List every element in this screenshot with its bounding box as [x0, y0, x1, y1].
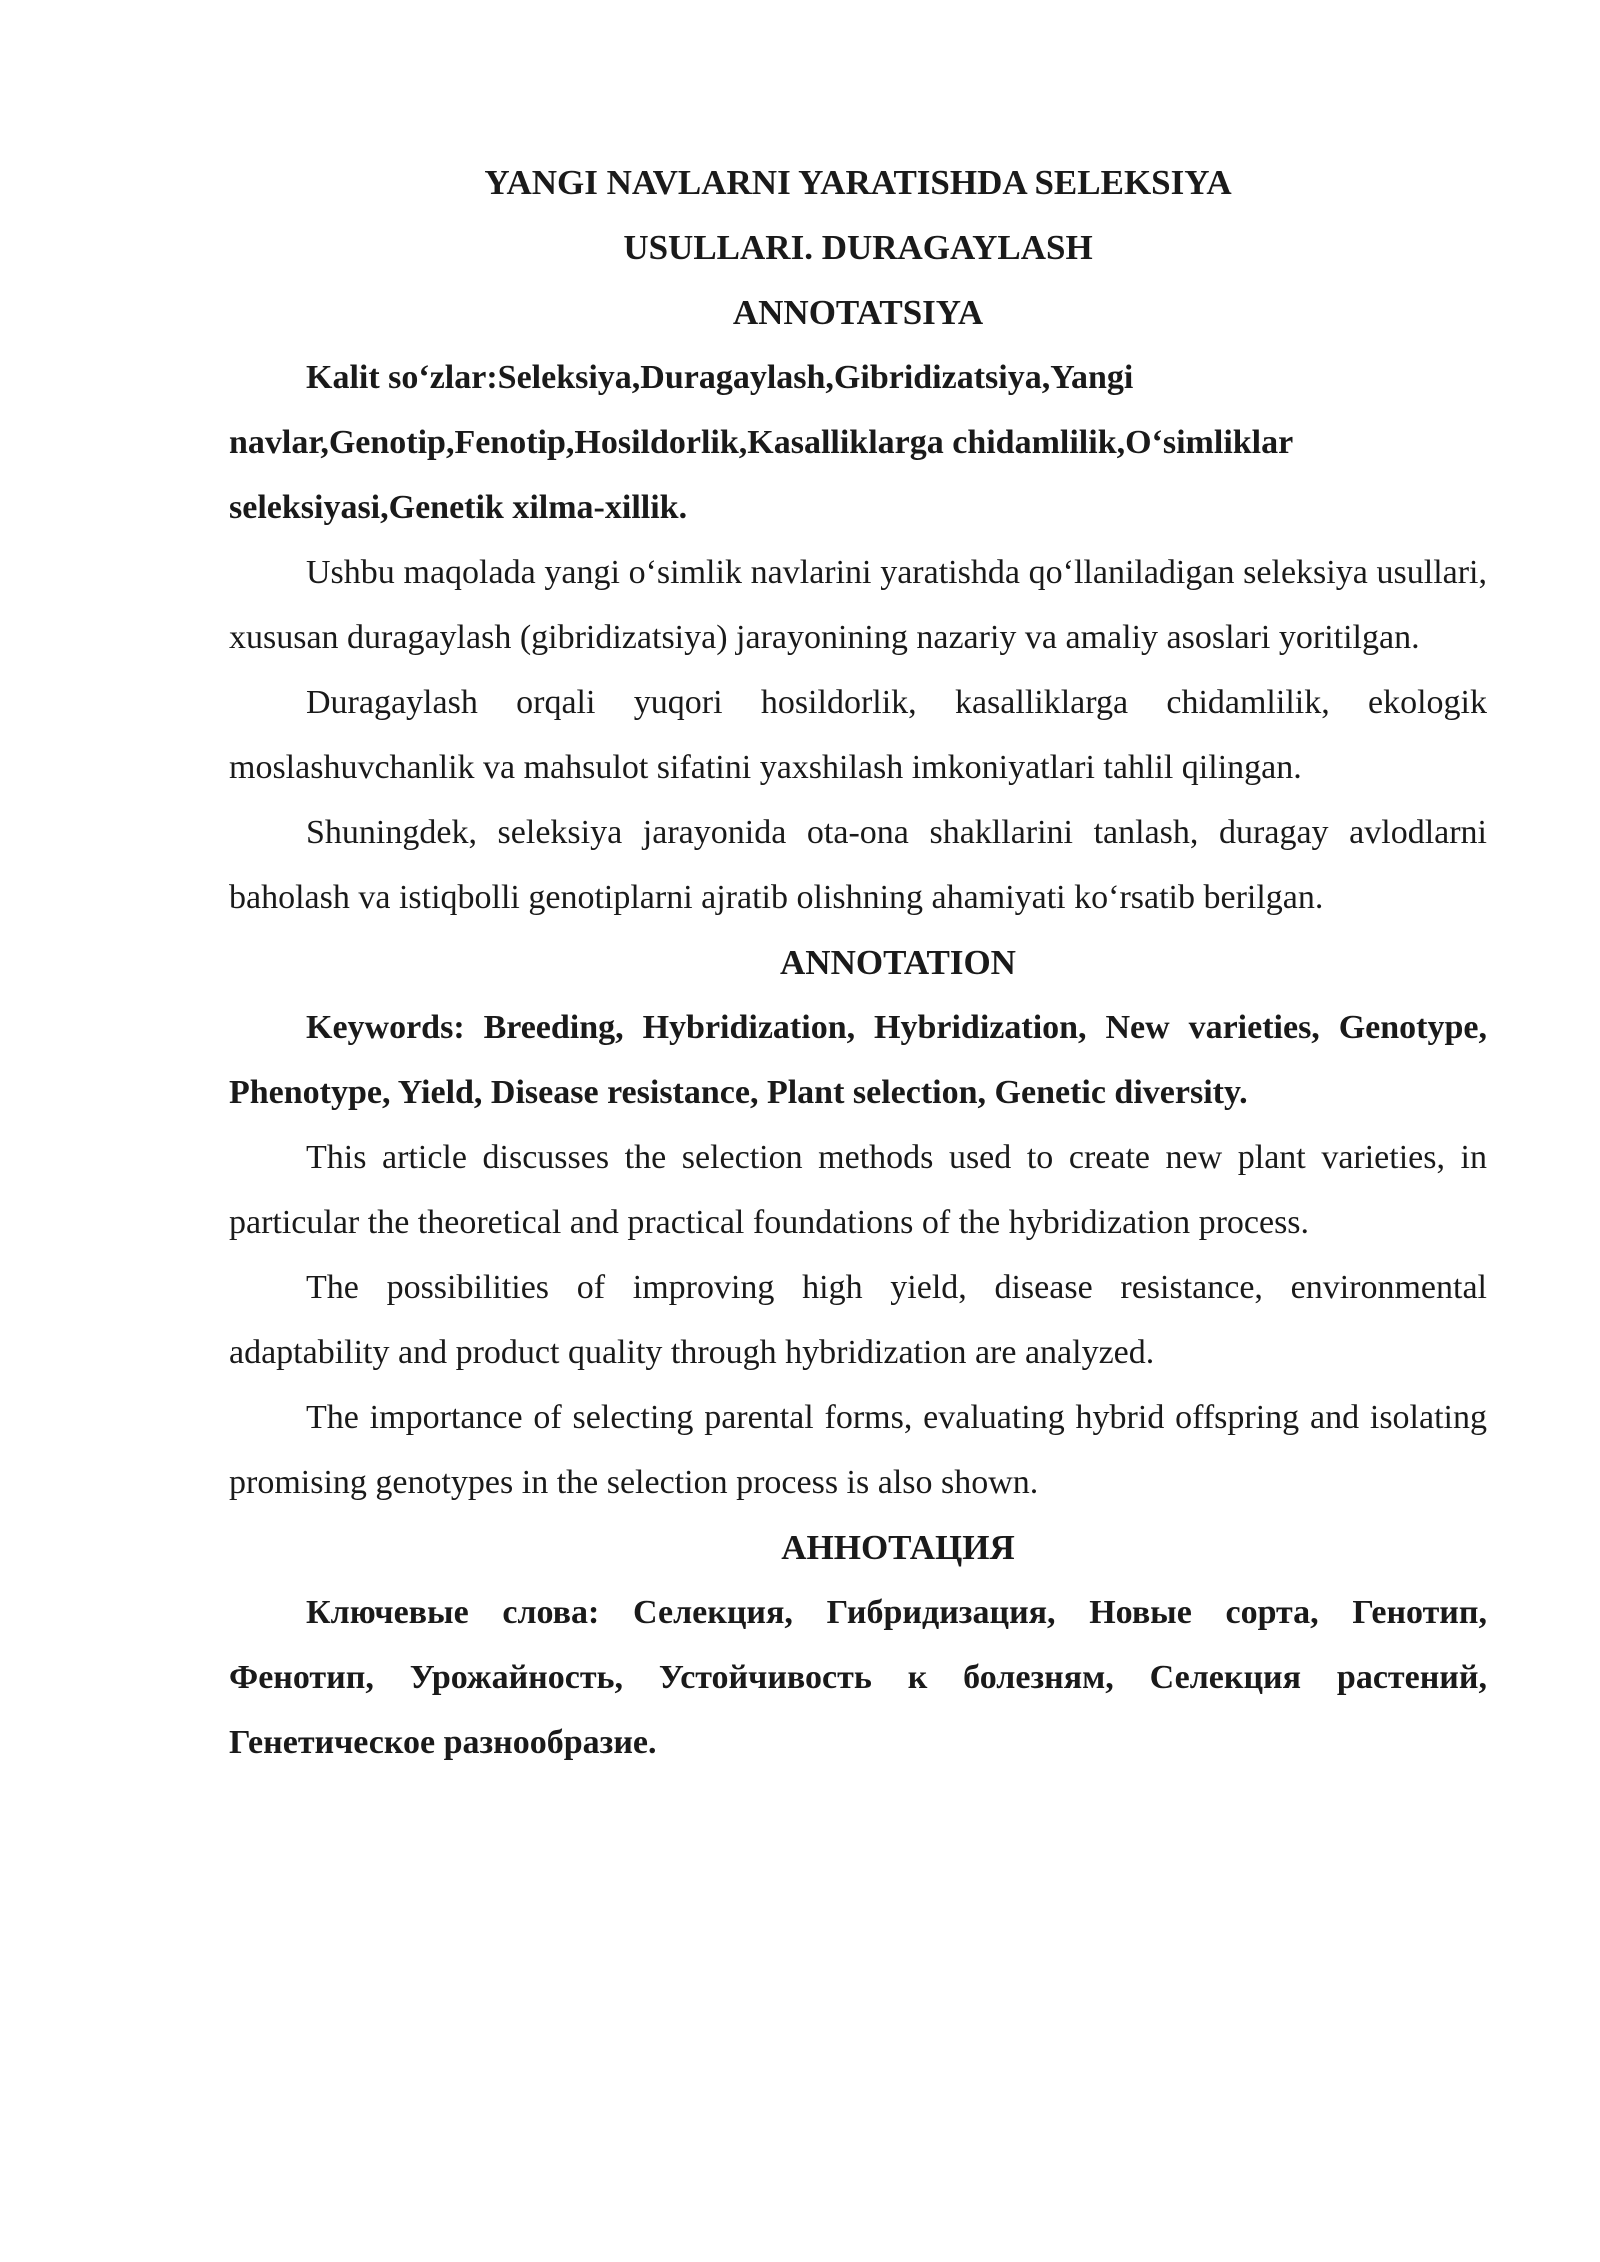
- keywords-uz: Kalit so‘zlar:Seleksiya,Duragaylash,Gibridizatsiya,Yangi navlar,Genotip,Fenotip,Hosildorlik,Kasalliklarga chidamlilik,O‘simliklar seleksiyasi,Genetik xilma-xillik.: [229, 359, 1293, 526]
- section-heading-uz: ANNOTATSIYA: [732, 293, 984, 332]
- section-heading-en: ANNOTATION: [780, 943, 1016, 982]
- paragraph-uz-1: Ushbu maqolada yangi o‘simlik navlarini yaratishda qo‘llaniladigan seleksiya usullari, xususan duragaylash (gibridizatsiya) jarayonining nazariy va amaliy asoslari yoritilgan.: [229, 554, 1487, 656]
- document-title-line-1: YANGI NAVLARNI YARATISHDA SELEKSIYA: [484, 163, 1232, 202]
- document-title-line-2: USULLARI. DURAGAYLASH: [623, 228, 1093, 267]
- document-page: [229, 150, 1487, 1775]
- keywords-ru: Ключевые слова: Селекция, Гибридизация, Новые сорта, Генотип, Фенотип, Урожайность, Устойчивость к болезням, Селекция растений, Генетическое разнообразие.: [229, 1594, 1487, 1761]
- paragraph-en-2: The possibilities of improving high yield, disease resistance, environmental adaptability and product quality through hybridization are analyzed.: [229, 1269, 1487, 1371]
- paragraph-uz-3: Shuningdek, seleksiya jarayonida ota-ona shakllarini tanlash, duragay avlodlarni baholash va istiqbolli genotiplarni ajratib olishning ahamiyati ko‘rsatib berilgan.: [229, 814, 1487, 916]
- paragraph-en-1: This article discusses the selection methods used to create new plant varieties, in particular the theoretical and practical foundations of the hybridization process.: [229, 1139, 1487, 1241]
- section-heading-ru: АННОТАЦИЯ: [781, 1528, 1015, 1567]
- paragraph-en-3: The importance of selecting parental forms, evaluating hybrid offspring and isolating promising genotypes in the selection process is also shown.: [229, 1399, 1487, 1501]
- paragraph-uz-2: Duragaylash orqali yuqori hosildorlik, kasalliklarga chidamlilik, ekologik moslashuvchanlik va mahsulot sifatini yaxshilash imkoniyatlari tahlil qilingan.: [229, 684, 1487, 786]
- keywords-en: Keywords: Breeding, Hybridization, Hybridization, New varieties, Genotype, Phenotype, Yield, Disease resistance, Plant selection, Genetic diversity.: [229, 1009, 1487, 1111]
